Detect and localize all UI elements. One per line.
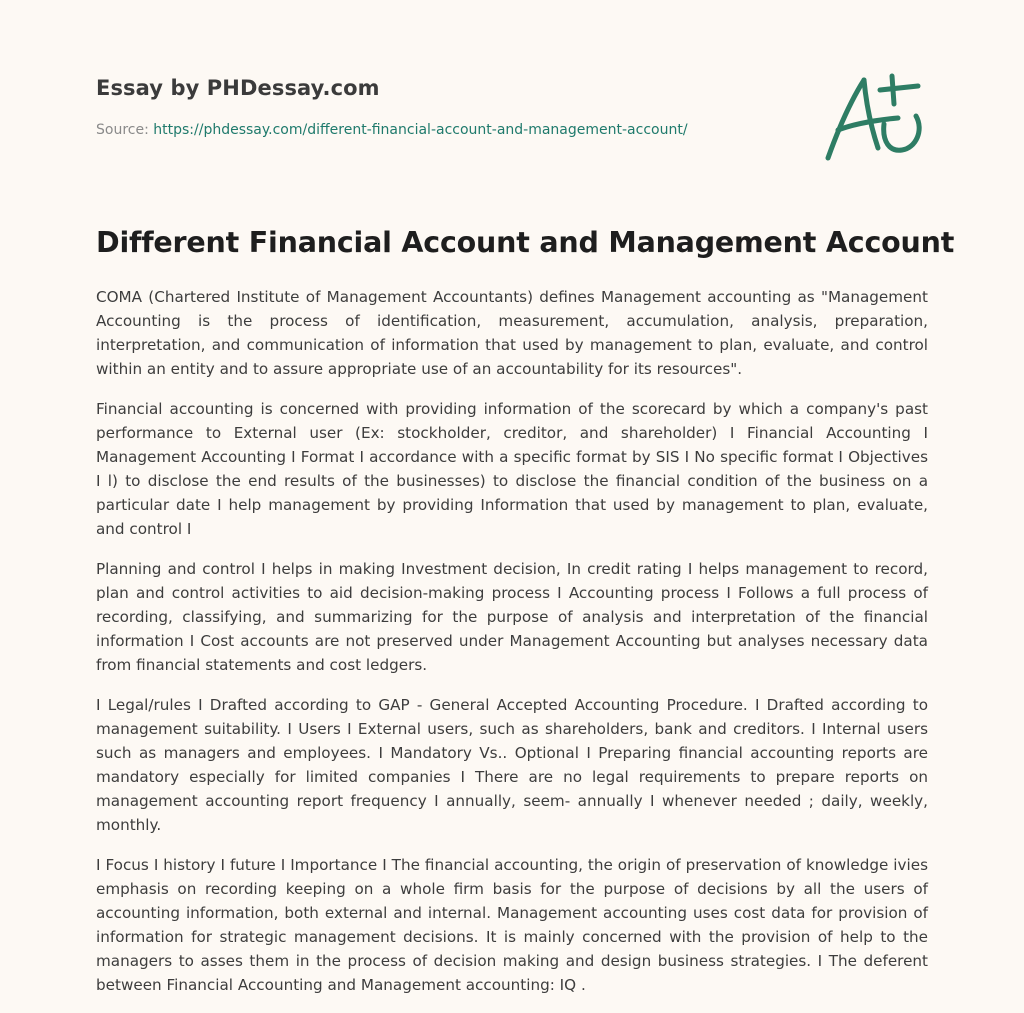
essay-paragraph: I Focus I history I future I Importance I The financial accounting, the origin of preservation of knowledge ivies emphasis on recording keeping on a whole firm basis for the purpose of decisions by all the users of accounting information, both external and internal. Management accounting uses cost data for provision of information for strategic management decisions. It is mainly concerned with the provision of help to the managers to asses them in the process of decision making and design business strategies. I The deferent between Financial Accounting and Management accounting: IQ . (96, 856, 928, 994)
site-title: Essay by PHDessay.com (96, 76, 380, 100)
source-link[interactable]: https://phdessay.com/different-financial-account-and-management-account/ (153, 122, 688, 138)
source-line (96, 122, 776, 138)
essay-paragraph: Planning and control I helps in making Investment decision, In credit rating I helps management to record, plan and control activities to aid decision-making process I Accounting process I Follows a full process of recording, classifying, and summarizing for the purpose of analysis and interpretation of the financial information I Cost accounts are not preserved under Management Accounting but analyses necessary data from financial statements and cost ledgers. (96, 560, 928, 674)
essay-title: Different Financial Account and Management Account (96, 226, 955, 259)
essay-paragraph: COMA (Chartered Institute of Management Accountants) defines Management accounting as "Management Accounting is the process of identification, measurement, accumulation, analysis, preparation, interpretation, and communication of information that used by management to plan, evaluate, and control within an entity and to assure appropriate use of an accountability for its resources". (96, 288, 928, 378)
essay-content (96, 285, 928, 1013)
a-plus-logo-icon (820, 66, 930, 166)
essay-paragraph: Financial accounting is concerned with providing information of the scorecard by which a company's past performance to External user (Ex: stockholder, creditor, and shareholder) I Financial Accounting I Management Accounting I Format I accordance with a specific format by SIS I No specific format I Objectives I l) to disclose the end results of the businesses) to disclose the financial condition of the business on a particular date I help management by providing Information that used by management to plan, evaluate, and control I (96, 400, 928, 538)
header (96, 76, 776, 138)
a-plus-logo (820, 66, 930, 166)
source-label: Source: (96, 122, 149, 138)
essay-paragraph: I Legal/rules I Drafted according to GAP - General Accepted Accounting Procedure. I Drafted according to management suitability. I Users I External users, such as shareholders, bank and creditors. I Internal users such as managers and employees. I Mandatory Vs.. Optional I Preparing financial accounting reports are mandatory especially for limited companies I There are no legal requirements to prepare reports on management accounting report frequency I annually, seem- annually I whenever needed ; daily, weekly, monthly. (96, 696, 928, 834)
